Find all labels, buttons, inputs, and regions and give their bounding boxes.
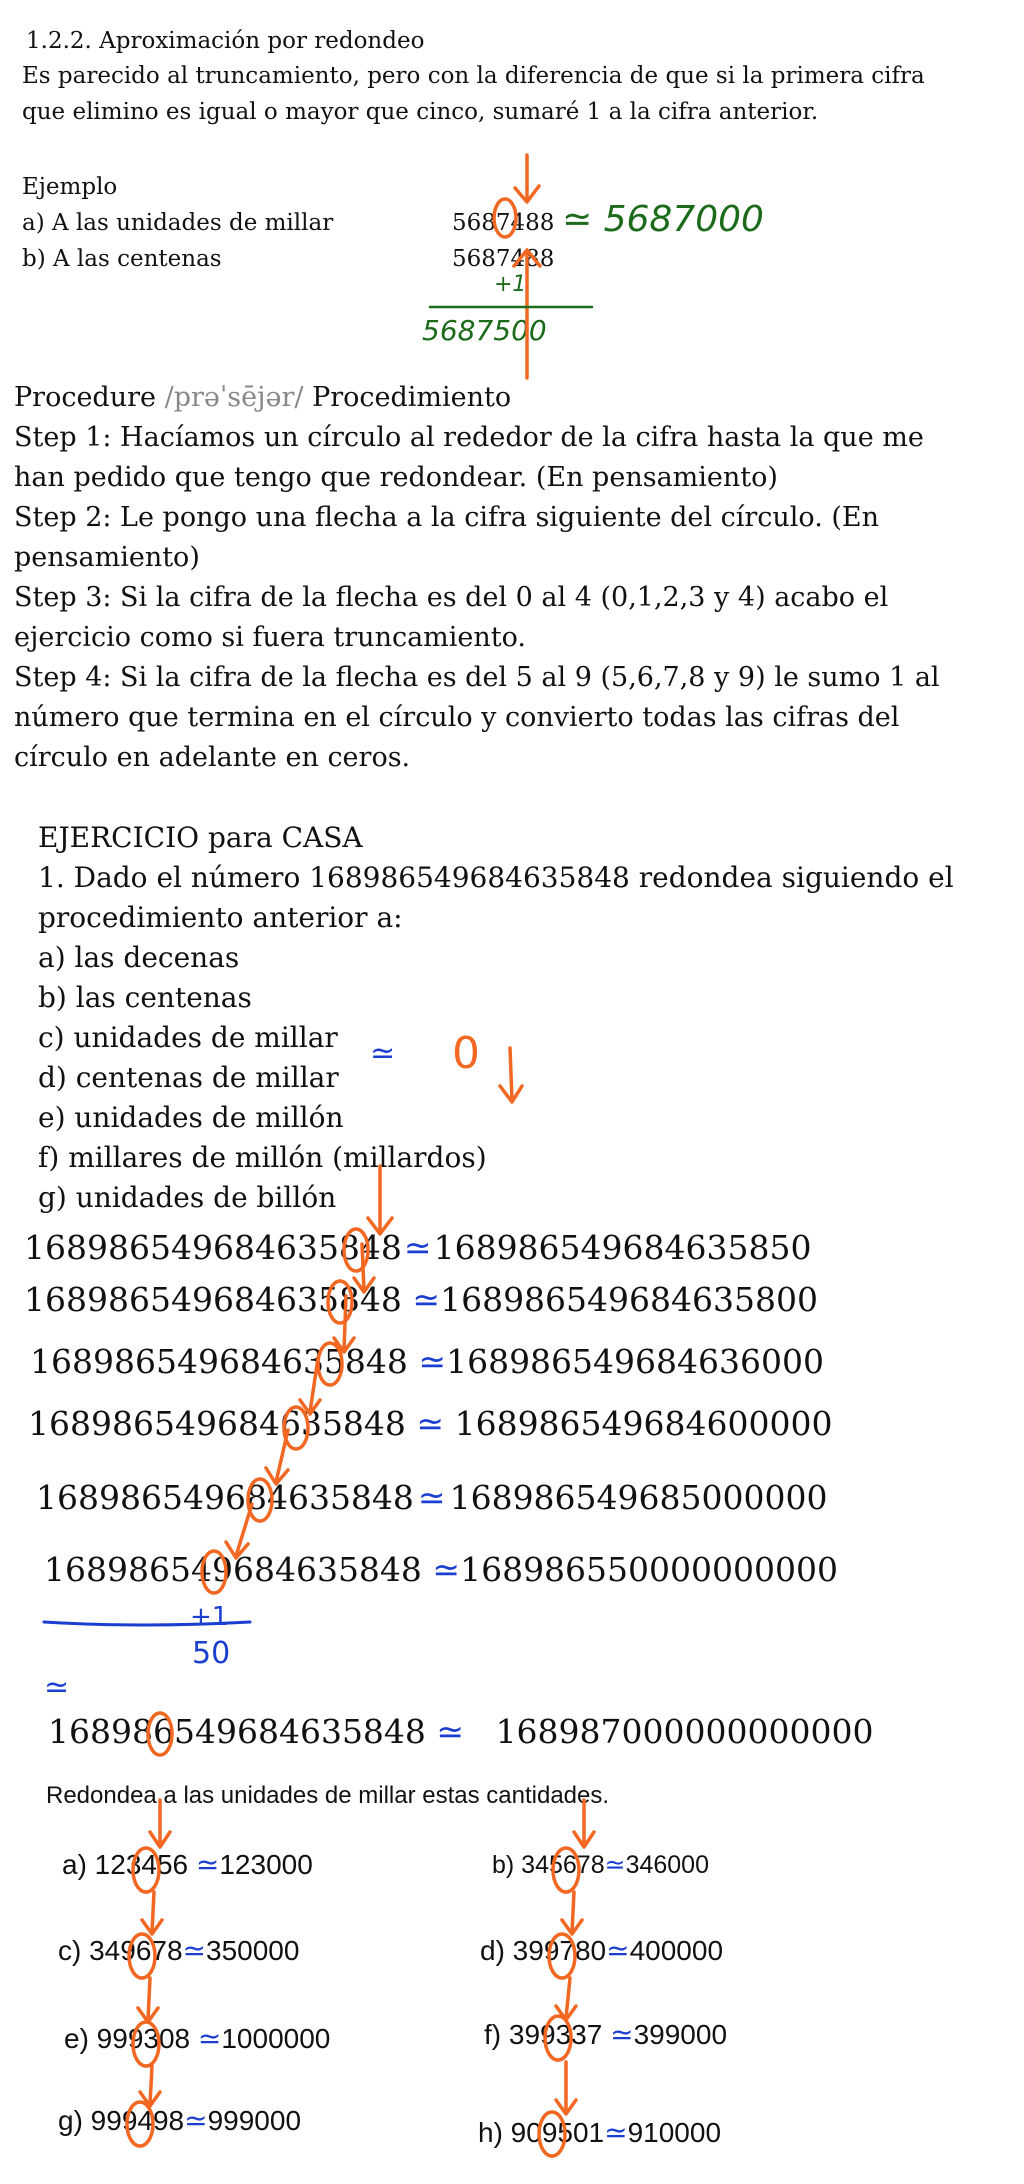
exercise2-title: Redondea a las unidades de millar estas cantidades. <box>46 1782 610 1809</box>
exercise2-item-a <box>62 1848 313 1881</box>
example-b-label: b) A las centenas <box>22 246 222 272</box>
exercise2-label: b) 345678 <box>492 1851 605 1879</box>
ex2-arrow-h-icon <box>556 2062 576 2114</box>
annotation-arrow-icon <box>500 1048 522 1102</box>
approx-symbol: ≃ <box>417 1478 446 1517</box>
example-a-label: a) A las unidades de millar <box>22 210 334 236</box>
exercise2-item-h <box>478 2116 721 2149</box>
answer-result: 168986549684635800 <box>440 1280 818 1319</box>
approx-symbol-standalone: ≃ <box>44 1670 70 1705</box>
answer-number: 168986549684635848 <box>36 1478 414 1517</box>
exercise2-result: 910000 <box>627 2117 722 2148</box>
approx-symbol: ≃ <box>604 2116 628 2149</box>
intro-line-1: Es parecido al truncamiento, pero con la diferencia de que si la primera cifra <box>22 63 925 89</box>
procedure-translation: Procedimiento <box>312 382 512 413</box>
approx-symbol: ≃ <box>416 1404 445 1443</box>
exercise2-label: h) 909501 <box>478 2117 605 2148</box>
approx-symbol: ≃ <box>432 1550 461 1589</box>
ex2-arrow-d-icon <box>562 1892 582 1934</box>
approx-symbol: ≃ <box>412 1280 441 1319</box>
example-b-value: 5687488 <box>452 246 555 272</box>
step3-line2: ejercicio como si fuera truncamiento. <box>14 622 526 653</box>
answer-result: 168986549684600000 <box>454 1404 833 1443</box>
exercise2-label: a) 123456 <box>62 1849 189 1880</box>
approx-symbol: ≃ <box>418 1342 447 1381</box>
example-b-plus: +1 <box>494 272 527 297</box>
step1-line2: han pedido que tengo que redondear. (En pensamiento) <box>14 462 778 493</box>
example-arrow-down-icon <box>515 155 539 202</box>
homework-item-a: a) las decenas <box>38 941 240 974</box>
answer-number: 168986549684635848 <box>44 1550 422 1589</box>
procedure-title <box>14 378 511 418</box>
answer-number: 168986549684635848 <box>28 1404 406 1443</box>
exercise2-item-d <box>480 1934 723 1967</box>
answer-row-d <box>28 1404 833 1443</box>
approx-symbol: ≃ <box>195 1848 220 1881</box>
step4-line2: número que termina en el círculo y convierto todas las cifras del <box>14 702 900 733</box>
section-heading: 1.2.2. Aproximación por redondeo <box>26 28 425 54</box>
handwritten-fifty: 50 <box>192 1636 231 1671</box>
answer-result: 168986549684635850 <box>433 1228 812 1267</box>
step4-line3: círculo en adelante en ceros. <box>14 742 411 773</box>
answer-row-c <box>30 1342 824 1381</box>
exercise2-item-c <box>58 1934 299 1967</box>
homework-item-f: f) millares de millón (millardos) <box>38 1141 487 1174</box>
answer-result: 168986549684636000 <box>446 1342 824 1381</box>
answer-number: 168986549684635848 <box>30 1342 408 1381</box>
example-a-value: 5687488 <box>452 210 555 236</box>
answer-row-b <box>24 1280 818 1319</box>
intro-line-2: que elimino es igual o mayor que cinco, sumaré 1 a la cifra anterior. <box>22 99 819 125</box>
ex2-arrow-g-icon <box>140 2066 160 2106</box>
answer-result: 168986549685000000 <box>449 1478 828 1517</box>
exercise2-item-f <box>484 2018 727 2051</box>
answer-number: 168986549684635848 <box>24 1280 402 1319</box>
answer-row-g <box>48 1712 873 1751</box>
ex2-arrow-f-icon <box>556 1978 576 2020</box>
approx-symbol: ≃ <box>610 2018 634 2051</box>
approx-symbol: ≃ <box>197 2022 222 2055</box>
annotation-zero: 0 <box>452 1028 480 1079</box>
exercise2-item-e <box>64 2022 330 2055</box>
step4-line1: Step 4: Si la cifra de la flecha es del 5 al 9 (5,6,7,8 y 9) le sumo 1 al <box>14 662 940 693</box>
homework-item-b: b) las centenas <box>38 981 252 1014</box>
exercise2-item-b <box>492 1850 709 1880</box>
exercise2-label: d) 399780 <box>480 1935 607 1966</box>
answer-number: 168986549684635848 <box>24 1228 402 1267</box>
exercise2-result: 123000 <box>219 1849 313 1880</box>
exercise2-result: 399000 <box>633 2019 728 2050</box>
homework-item-g: g) unidades de billón <box>38 1181 337 1214</box>
step1-line1: Step 1: Hacíamos un círculo al rededor de la cifra hasta la que me <box>14 422 924 453</box>
example-a-handwritten: ≃ 5687000 <box>562 199 764 240</box>
homework-q1-line1: 1. Dado el número 168986549684635848 redondea siguiendo el <box>38 861 954 894</box>
exercise2-label: g) 999498 <box>58 2105 185 2136</box>
approx-symbol: ≃ <box>436 1712 465 1751</box>
procedure-word: Procedure <box>14 382 156 413</box>
homework-item-e: e) unidades de millón <box>38 1101 344 1134</box>
procedure-pronunciation: /prəˈsējər/ <box>164 382 304 413</box>
exercise2-result: 999000 <box>207 2105 302 2136</box>
ex2-arrow-c-icon <box>142 1892 162 1934</box>
ex2-arrow-e-icon <box>138 1978 158 2022</box>
homework-item-d: d) centenas de millar <box>38 1061 339 1094</box>
approx-symbol: ≃ <box>606 1934 630 1967</box>
approx-symbol: ≃ <box>403 1228 432 1267</box>
step2-line2: pensamiento) <box>14 542 200 573</box>
exercise2-label: c) 349678 <box>58 1935 183 1966</box>
homework-q1-line2: procedimiento anterior a: <box>38 901 403 934</box>
example-label: Ejemplo <box>22 174 118 200</box>
handwritten-plus-one: +1 <box>190 1602 229 1632</box>
step2-line1: Step 2: Le pongo una flecha a la cifra siguiente del círculo. (En <box>14 502 880 533</box>
exercise2-label: f) 399337 <box>484 2019 603 2050</box>
answer-row-f <box>44 1550 838 1589</box>
answer-result: 168987000000000000 <box>495 1712 874 1751</box>
homework-item-c: c) unidades de millar <box>38 1021 338 1054</box>
answer-result: 168986550000000000 <box>460 1550 838 1589</box>
approx-symbol: ≃ <box>184 2104 208 2137</box>
homework-title: EJERCICIO para CASA <box>38 821 363 854</box>
example-b-result: 5687500 <box>422 314 547 347</box>
approx-symbol: ≃ <box>182 1934 207 1967</box>
exercise2-result: 1000000 <box>221 2023 331 2054</box>
exercise2-result: 350000 <box>206 1935 300 1966</box>
exercise2-label: e) 999308 <box>64 2023 191 2054</box>
answer-row-e <box>36 1478 828 1517</box>
exercise2-result: 400000 <box>629 1935 724 1966</box>
annotation-approx-symbol: ≃ <box>370 1036 396 1071</box>
exercise2-result: 346000 <box>625 1851 709 1879</box>
exercise2-item-g <box>58 2104 301 2137</box>
step3-line1: Step 3: Si la cifra de la flecha es del 0 al 4 (0,1,2,3 y 4) acabo el <box>14 582 889 613</box>
approx-symbol: ≃ <box>604 1850 626 1879</box>
answer-row-a <box>24 1228 812 1267</box>
answer-number: 168986549684635848 <box>48 1712 426 1751</box>
